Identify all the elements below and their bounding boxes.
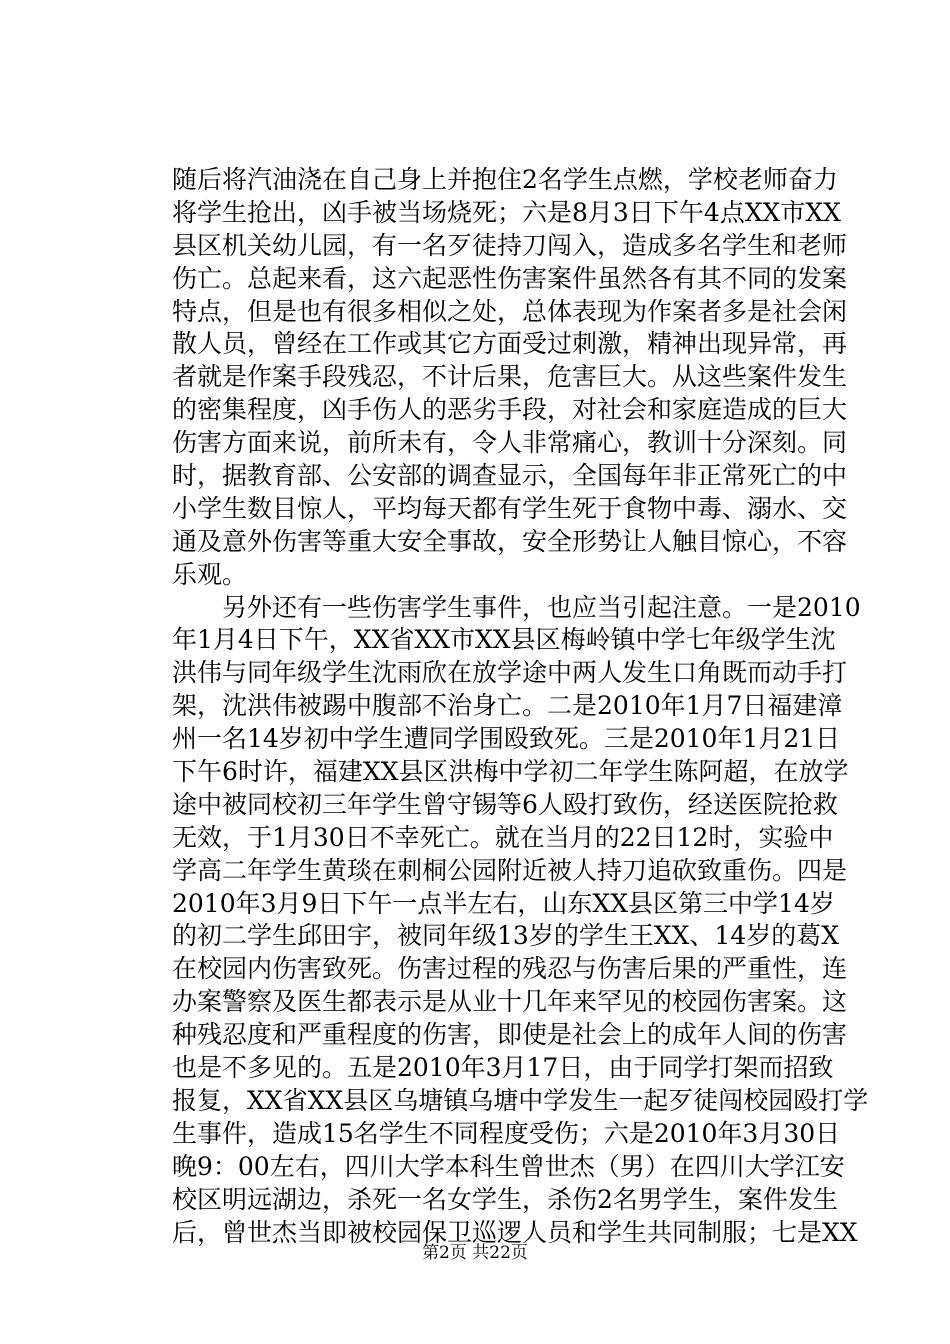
text-line: 报复，XX省XX县区乌塘镇乌塘中学发生一起歹徒闯校园殴打学 (172, 1085, 869, 1115)
text-line: 时，据教育部、公安部的调查显示，全国每年非正常死亡的中 (172, 461, 848, 491)
text-line: 县区机关幼儿园，有一名歹徒持刀闯入，造成多名学生和老师 (172, 230, 848, 260)
text-line: 无效，于1月30日不幸死亡。就在当月的22日12时，实验中 (172, 822, 834, 852)
text-line: 州一名14岁初中学生遭同学围殴致死。三是2010年1月21日 (172, 724, 841, 754)
text-line: 2010年3月9日下午一点半左右，山东XX县区第三中学14岁 (172, 888, 835, 918)
text-line: 乐观。 (172, 559, 248, 589)
text-line: 后，曾世杰当即被校园保卫巡逻人员和学生共同制服；七是XX (172, 1217, 858, 1247)
text-line: 校区明远湖边，杀死一名女学生，杀伤2名男学生，案件发生 (172, 1184, 838, 1214)
text-line: 散人员，曾经在工作或其它方面受过刺激，精神出现异常，再 (172, 329, 848, 359)
text-line: 年1月4日下午，XX省XX市XX县区梅岭镇中学七年级学生沈 (172, 625, 836, 655)
text-line: 另外还有一些伤害学生事件，也应当引起注意。一是2010 (172, 592, 861, 622)
text-line: 洪伟与同年级学生沈雨欣在放学途中两人发生口角既而动手打 (172, 658, 848, 688)
text-line: 下午6时许，福建XX县区洪梅中学初二年学生陈阿超，在放学 (172, 757, 849, 787)
text-line: 伤亡。总起来看，这六起恶性伤害案件虽然各有其不同的发案 (172, 263, 848, 293)
text-line: 通及意外伤害等重大安全事故，安全形势让人触目惊心，不容 (172, 526, 848, 556)
page-footer: 第2页 共22页 (422, 1243, 528, 1263)
text-line: 途中被同校初三年学生曾守锡等6人殴打致伤，经送医院抢救 (172, 789, 838, 819)
text-line: 晚9：00左右，四川大学本科生曾世杰（男）在四川大学江安 (172, 1151, 845, 1181)
text-line: 学高二年学生黄琰在刺桐公园附近被人持刀追砍致重伤。四是 (172, 855, 848, 885)
text-line: 也是不多见的。五是2010年3月17日，由于同学打架而招致 (172, 1053, 834, 1083)
text-line: 者就是作案手段残忍，不计后果，危害巨大。从这些案件发生 (172, 362, 848, 392)
text-line: 小学生数目惊人，平均每天都有学生死于食物中毒、溺水、交 (172, 493, 848, 523)
text-line: 办案警察及医生都表示是从业十几年来罕见的校园伤害案。这 (172, 987, 848, 1017)
text-line: 的初二学生邱田宇，被同年级13岁的学生王XX、14岁的葛X (172, 921, 840, 951)
body-text (172, 164, 869, 1249)
text-line: 生事件，造成15名学生不同程度受伤；六是2010年3月30日 (172, 1118, 841, 1148)
text-line: 架，沈洪伟被踢中腹部不治身亡。二是2010年1月7日福建漳 (172, 691, 843, 721)
text-line: 在校园内伤害致死。伤害过程的残忍与伤害后果的严重性，连 (172, 954, 848, 984)
text-line: 的密集程度，凶手伤人的恶劣手段，对社会和家庭造成的巨大 (172, 395, 848, 425)
text-line: 特点，但是也有很多相似之处，总体表现为作案者多是社会闲 (172, 296, 848, 326)
text-line: 将学生抢出，凶手被当场烧死；六是8月3日下午4点XX市XX (172, 197, 841, 227)
text-line: 种残忍度和严重程度的伤害，即使是社会上的成年人间的伤害 (172, 1020, 848, 1050)
text-line: 随后将汽油浇在自己身上并抱住2名学生点燃，学校老师奋力 (172, 165, 838, 194)
text-line: 伤害方面来说，前所未有，令人非常痛心，教训十分深刻。同 (172, 428, 848, 458)
